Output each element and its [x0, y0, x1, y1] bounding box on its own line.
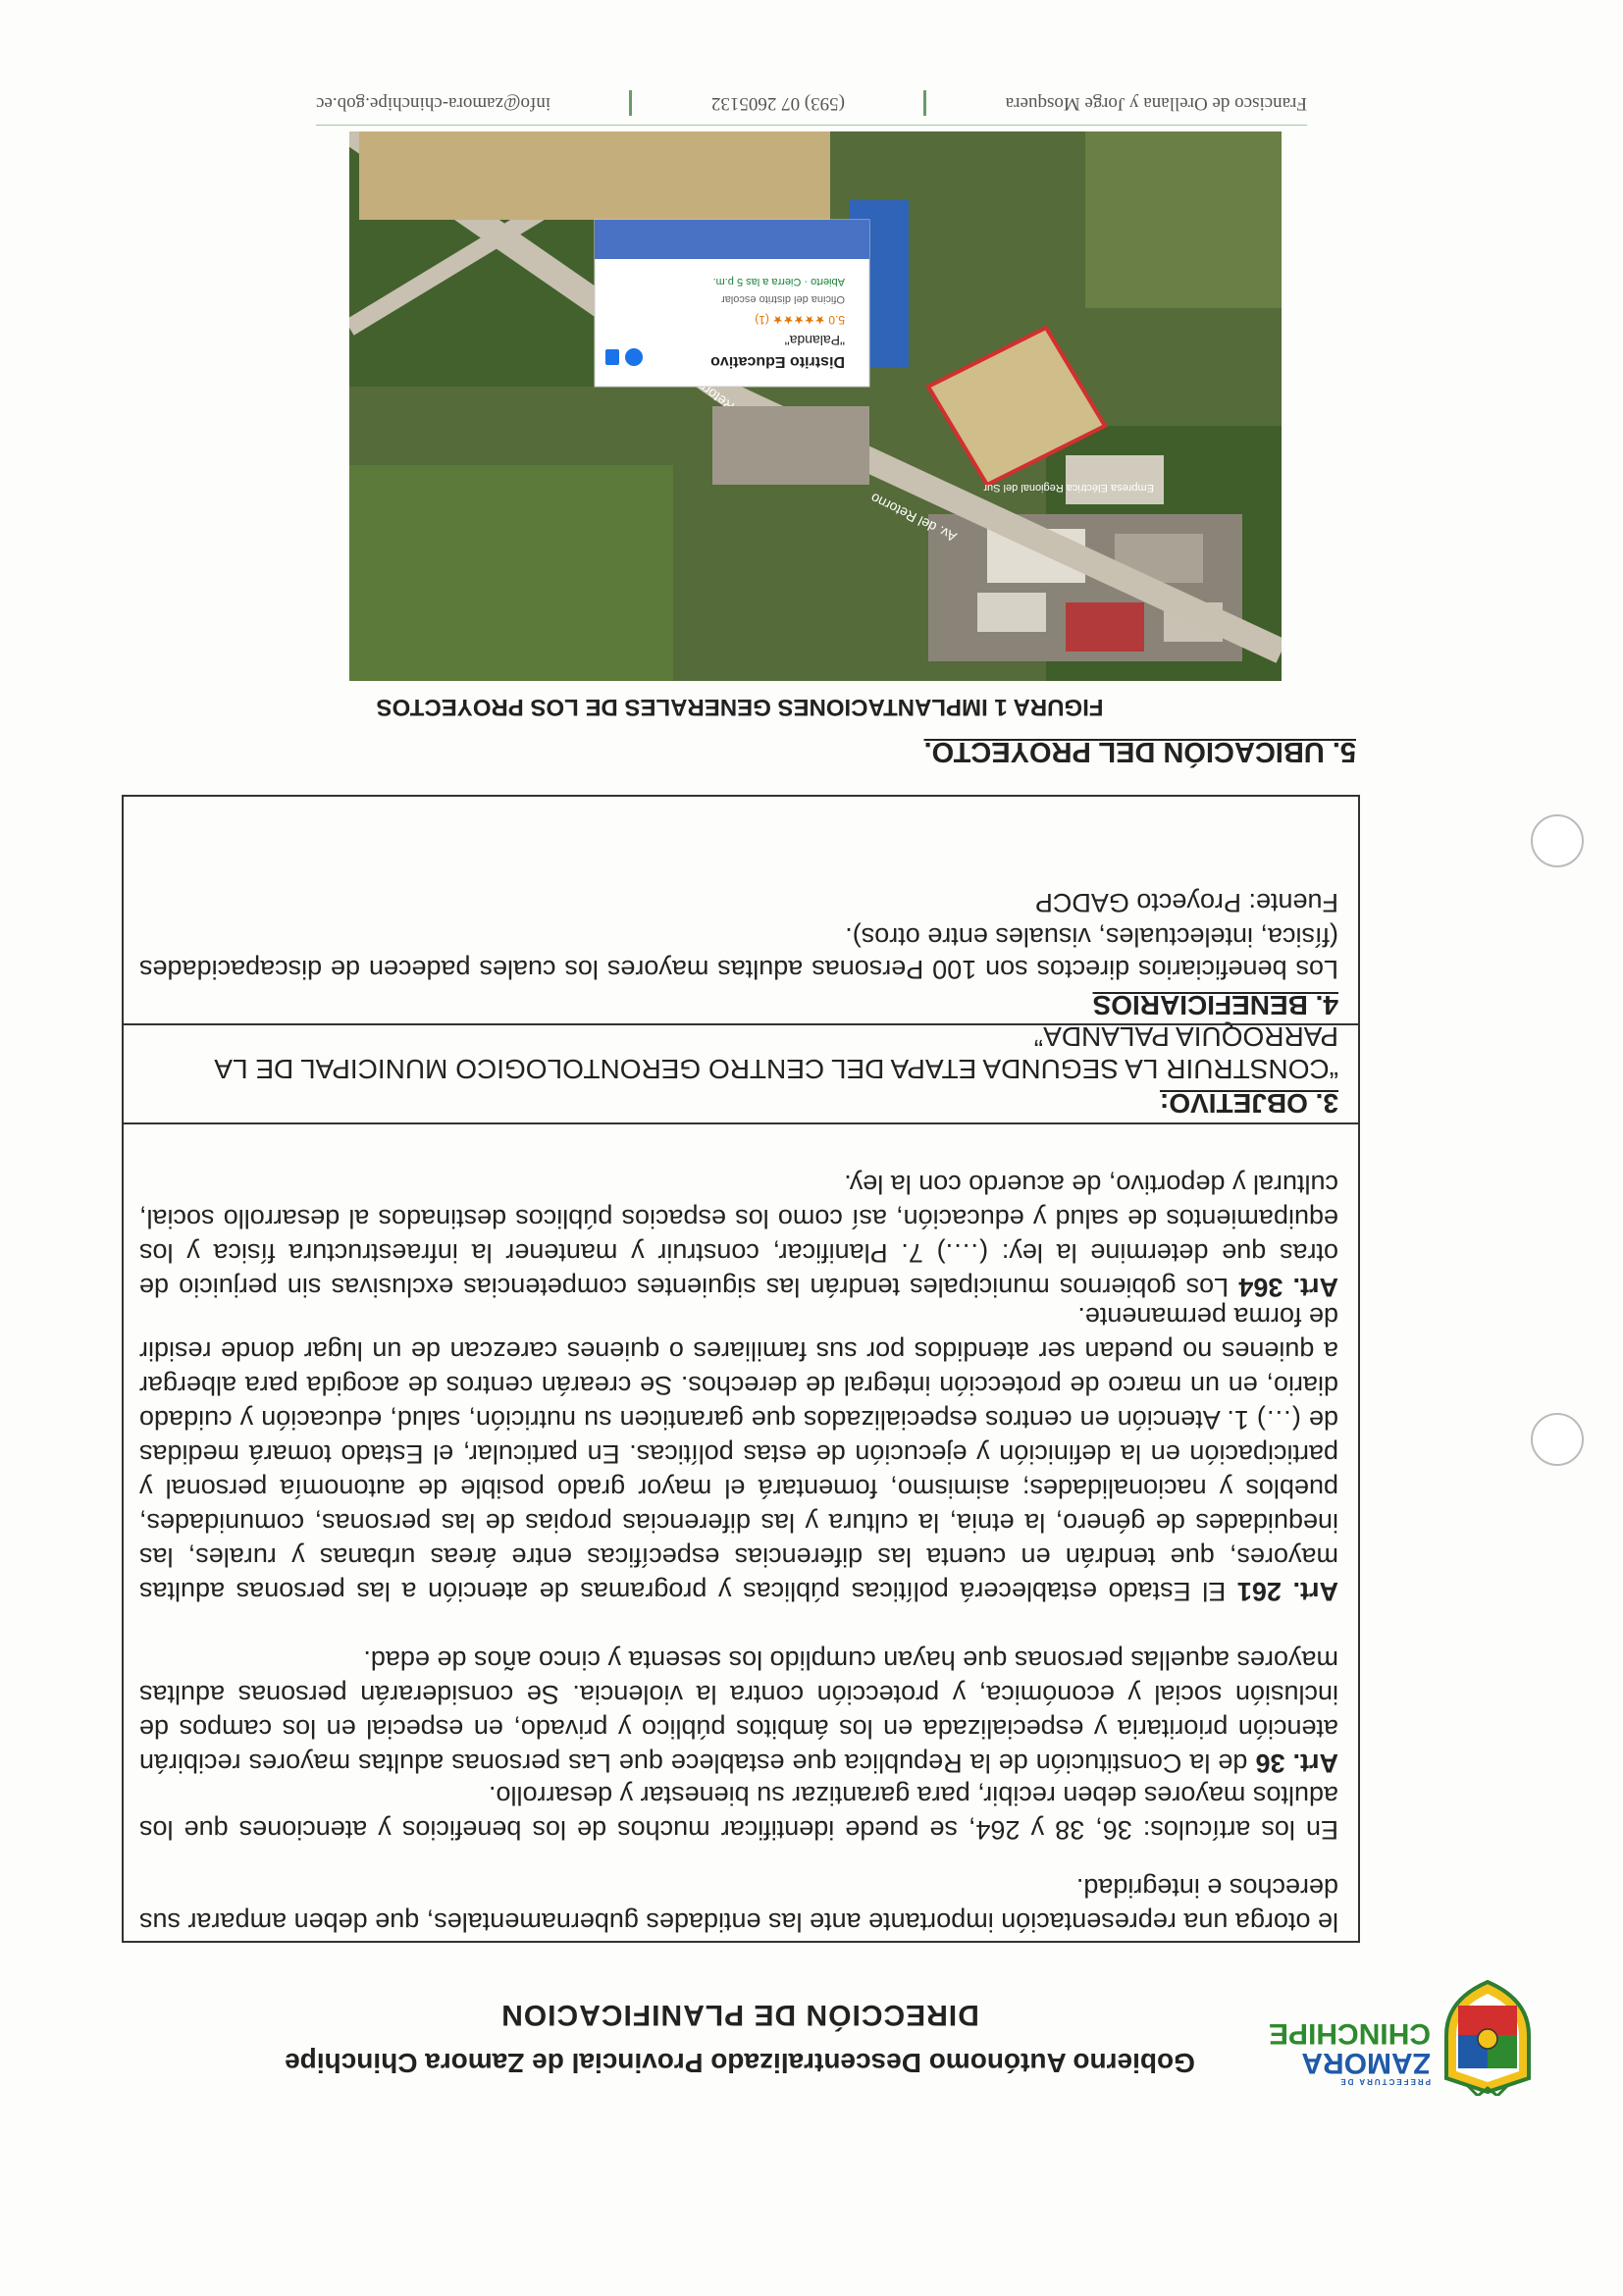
- paragraph-art364: [139, 1167, 1338, 1304]
- punch-hole: [1531, 814, 1584, 867]
- paragraph-intro: le otorga una representación importante ante las entidades gubernamentales, que deben amparar sus derechos e integridad.: [139, 1873, 1338, 1937]
- section-objective-title: 3. OBJETIVO:: [1159, 1088, 1338, 1119]
- section-divider: [122, 1023, 1360, 1025]
- footer-separator: [629, 90, 632, 116]
- paragraph-art36: [139, 1643, 1338, 1780]
- place-card-hours: Abierto · Cierra a las 5 p.m.: [712, 276, 845, 287]
- place-card[interactable]: [595, 220, 869, 387]
- paragraph-art261: [139, 1299, 1338, 1608]
- business-label: Empresa Eléctrica Regional del Sur: [983, 482, 1154, 494]
- art36-label: Art. 36: [1255, 1748, 1338, 1778]
- wordmark-prefix: PREFECTURA DE: [1338, 2077, 1431, 2086]
- footer-email: info@zamora-chinchipe.gob.ec: [316, 93, 551, 114]
- prefecture-shield-logo-icon: [1439, 1978, 1537, 2096]
- section-beneficiaries-text: Los beneficiarios directos son 100 Personas adultas mayores los cuales padecen de discapacidades (física, intelectuales, visuales entre otros).: [139, 922, 1338, 984]
- aerial-map-image: [349, 131, 1282, 681]
- footer-address: Francisco de Orellana y Jorge Mosquera: [1005, 93, 1307, 114]
- beneficiaries-source: Fuente: Proyecto GADCP: [1034, 888, 1338, 917]
- footer-separator: [923, 90, 926, 116]
- footer-phone: (593) 07 2605132: [710, 93, 845, 114]
- footer-divider: [316, 125, 1307, 126]
- place-card-title: Distrito Educativo: [710, 353, 845, 370]
- art36-text: de la Constitución de la Republica que establece que Las personas adultas mayores recibirán atención prioritaria y especializada en los ámbitos público y privado, en especial en los campos de inclusión social y económica, y protección contra la violencia. Se considerarán personas adultas mayores aquellas personas que hayan cumplido los sesenta y cinco años de edad.: [139, 1645, 1338, 1778]
- street-label: Retorno: [688, 373, 738, 415]
- art364-text: Los gobiernos municipales tendrán las siguientes competencias exclusivas sin perjuicio de otras que determine la ley: (….) 7. Planificar, construir y mantener la infraestructura física y los equipamientos de salud y educación, así como los espacios públicos destinados al desarrollo social, cultural y deportivo, de acuerdo con la ley.: [139, 1170, 1338, 1302]
- figure-caption: FIGURA 1 IMPLANTACIONES GENERALES DE LOS PROYECTOS: [376, 694, 1104, 720]
- street-label: Av. del Retorno: [867, 490, 960, 546]
- department-title: DIRECCIÓN DE PLANIFICACION: [500, 1999, 979, 2031]
- save-place-icon[interactable]: [605, 349, 619, 365]
- section-divider: [122, 1122, 1360, 1124]
- wordmark-chinchipe: CHINCHIPE: [1268, 2017, 1431, 2050]
- punch-hole: [1531, 1413, 1584, 1466]
- section-location-title: 5. UBICACIÓN DEL PROYECTO.: [923, 736, 1356, 767]
- paragraph-articles: En los artículos: 36, 38 y 264, se puede identificar muchos de los beneficios y atenciones que los adultos mayores deben recibir, para garantizar su bienestar y desarrollo.: [139, 1781, 1338, 1845]
- art364-label: Art. 364: [1238, 1273, 1338, 1302]
- art261-label: Art. 261: [1236, 1577, 1338, 1606]
- wordmark-zamora: ZAMORA: [1301, 2047, 1431, 2079]
- place-card-type: Oficina del distrito escolar: [721, 293, 845, 305]
- power-company-building: [1066, 455, 1164, 504]
- section-beneficiaries-title: 4. BENEFICIARIOS: [1092, 990, 1338, 1020]
- footer: [316, 90, 1307, 116]
- directions-icon[interactable]: [625, 348, 643, 366]
- place-card-subtitle: "Palanda": [784, 333, 845, 348]
- institution-title: Gobierno Autónomo Descentralizado Provincial de Zamora Chinchipe: [285, 2048, 1195, 2078]
- place-card-rating: 5.0 ★★★★★ (1): [755, 313, 845, 327]
- section-objective-text: “CONSTRUIR LA SEGUNDA ETAPA DEL CENTRO GERONTOLOGICO MUNICIPAL DE LA PARROQUIA PALANDA”: [215, 1021, 1338, 1084]
- art261-text: El Estado establecerá políticas públicas y programas de atención a las personas adultas mayores, que tendrán en cuenta las diferencias específicas entre áreas urbanas y rurales, las inequidades de género, la etnia, la cultura y las diferencias propias de las personas, comunidades, pueblos y nacionalidades; asimismo, fomentará el mayor grado posible de autonomía personal y participación en la definición y ejecución de estas políticas. En particular, el Estado tomará medidas de (…) 1. Atención en centros especializados que garanticen su nutrición, salud, educación y cuidado diario, en un marco de protección integral de derechos. Se crearán centros de acogida para albergar a quienes no puedan ser atendidos por sus familiares o quienes carezcan de un lugar donde residir de forma permanente.: [139, 1302, 1338, 1606]
- prefecture-wordmark: [1268, 2017, 1431, 2086]
